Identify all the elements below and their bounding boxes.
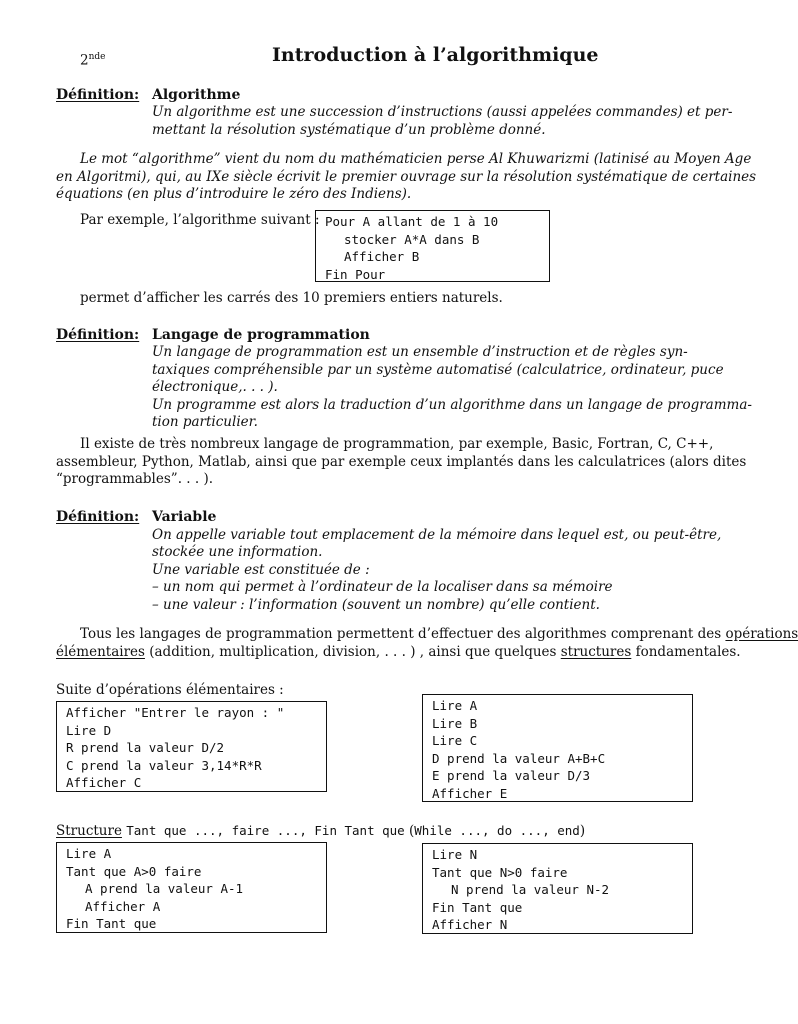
code-line: D prend la valeur A+B+C xyxy=(432,750,606,766)
definition-label-1: Définition: xyxy=(56,87,140,103)
definition-line: – un nom qui permet à l’ordinateur de la localiser dans sa mémoire xyxy=(152,579,613,595)
code-line: C prend la valeur 3,14*R*R xyxy=(66,757,262,773)
code-line: Tant que A>0 faire xyxy=(66,863,202,879)
definition-term-algorithme: Algorithme xyxy=(152,87,241,103)
definition-term-variable: Variable xyxy=(152,509,217,525)
code-line: Lire A xyxy=(66,846,112,861)
structures-underlined: structures xyxy=(560,644,632,660)
example-code-box xyxy=(315,210,550,282)
definition-label-3: Définition: xyxy=(56,509,140,525)
code-line: N prend la valeur N-2 xyxy=(451,882,610,897)
suite-code-box-2 xyxy=(422,694,693,802)
class-level xyxy=(80,49,105,70)
code-line: Afficher N xyxy=(432,917,508,932)
structure-code-box-2 xyxy=(422,843,693,934)
structure-label: Structure xyxy=(56,823,122,839)
code-line: stocker A*A dans B xyxy=(344,231,480,247)
code-line: Fin Pour xyxy=(325,266,386,282)
definition-line: électronique,. . . ). xyxy=(152,379,278,395)
definition-line: mettant la résolution systématique d’un problème donné. xyxy=(152,122,546,138)
code-line: A prend la valeur A-1 xyxy=(85,881,244,896)
operations-text: fondamentales. xyxy=(631,644,741,660)
operations-line-2 xyxy=(56,644,741,662)
code-line: R prend la valeur D/2 xyxy=(66,740,225,755)
definition-line: taxiques compréhensible par un système automatisé (calculatrice, ordinateur, puce xyxy=(152,362,724,378)
suite-code-box-1 xyxy=(56,701,327,792)
languages-line: “programmables”. . . ). xyxy=(56,471,214,487)
operations-text: Tous les langages de programmation permettent d’effectuer des algorithmes comprenant des xyxy=(80,626,726,642)
code-line: Afficher B xyxy=(344,249,420,264)
operations-underlined: élémentaires xyxy=(56,644,145,660)
example-intro: Par exemple, l’algorithme suivant : xyxy=(80,212,320,228)
operations-line-1 xyxy=(80,626,798,644)
structure-code-box-1 xyxy=(56,842,327,933)
code-line: Lire C xyxy=(432,733,478,748)
paren-open: ( xyxy=(404,823,415,839)
definition-term-langage: Langage de programmation xyxy=(152,327,370,343)
suite-label: Suite d’opérations élémentaires : xyxy=(56,682,284,698)
definition-line: Un programme est alors la traduction d’un algorithme dans un langage de programma- xyxy=(152,397,752,413)
languages-line: assembleur, Python, Matlab, ainsi que par exemple ceux implantés dans les calculatrices (alors dites xyxy=(56,454,747,470)
definition-line: stockée une information. xyxy=(152,544,323,560)
definition-line: Un langage de programmation est un ensemble d’instruction et de règles syn- xyxy=(152,344,688,360)
code-line: Afficher A xyxy=(85,898,161,914)
languages-line: Il existe de très nombreux langage de programmation, par exemple, Basic, Fortran, C, C++, xyxy=(80,436,714,452)
page-title: Introduction à l’algorithmique xyxy=(272,44,599,66)
definition-line: On appelle variable tout emplacement de la mémoire dans lequel est, ou peut-être, xyxy=(152,527,722,543)
code-line: Fin Tant que xyxy=(432,899,523,915)
code-line: Lire D xyxy=(66,722,112,738)
definition-line: Une variable est constituée de : xyxy=(152,562,370,578)
code-line: Afficher "Entrer le rayon : " xyxy=(66,705,285,720)
structure-syntax-english: While ..., do ..., end xyxy=(414,823,580,838)
structure-heading xyxy=(56,822,585,841)
history-line: équations (en plus d’introduire le zéro des Indiens). xyxy=(56,186,412,202)
operations-text: (addition, multiplication, division, . . . ) , ainsi que quelques xyxy=(144,644,561,660)
class-level-number: 2 xyxy=(80,52,89,69)
code-line: Afficher E xyxy=(432,785,508,801)
code-line: Tant que N>0 faire xyxy=(432,864,568,880)
code-line: Lire A xyxy=(432,698,478,713)
code-line: Lire N xyxy=(432,847,478,862)
structure-syntax: Tant que ..., faire ..., Fin Tant que xyxy=(126,823,405,838)
paren-close: ) xyxy=(579,823,586,839)
code-line: Lire B xyxy=(432,715,478,731)
history-line: en Algoritmi), qui, au IXe siècle écrivit le premier ouvrage sur la résolution systématique de certaines xyxy=(56,169,757,185)
definition-line: Un algorithme est une succession d’instructions (aussi appelées commandes) et per- xyxy=(152,104,733,120)
code-line: Fin Tant que xyxy=(66,916,157,931)
definition-label-2: Définition: xyxy=(56,327,140,343)
code-line: Pour A allant de 1 à 10 xyxy=(325,214,499,229)
code-line: E prend la valeur D/3 xyxy=(432,768,591,783)
history-line: Le mot “algorithme” vient du nom du mathématicien perse Al Khuwarizmi (latinisé au Moyen Age xyxy=(80,151,752,167)
example-outro: permet d’afficher les carrés des 10 premiers entiers naturels. xyxy=(80,290,503,306)
definition-line: tion particulier. xyxy=(152,414,258,430)
operations-underlined: opérations xyxy=(725,626,798,642)
code-line: Afficher C xyxy=(66,775,142,790)
class-level-suffix: nde xyxy=(88,52,106,62)
definition-line: – une valeur : l’information (souvent un nombre) qu’elle contient. xyxy=(152,597,600,613)
